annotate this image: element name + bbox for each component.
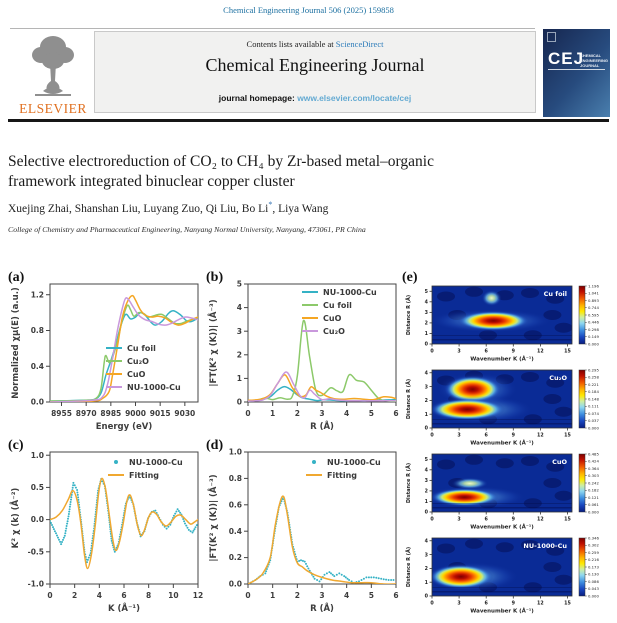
svg-text:4: 4 bbox=[424, 539, 428, 545]
svg-text:6: 6 bbox=[393, 591, 399, 600]
svg-text:6: 6 bbox=[484, 349, 488, 355]
affiliation: College of Chemistry and Pharmaceutical Engineering, Nanyang Normal University, Nanyang, 473061, PR China bbox=[8, 225, 366, 234]
svg-text:9000: 9000 bbox=[125, 409, 146, 418]
xanes-chart bbox=[8, 272, 206, 438]
svg-text:NU-1000-Cu: NU-1000-Cu bbox=[523, 542, 567, 550]
svg-text:6: 6 bbox=[484, 517, 488, 523]
svg-text:0.149: 0.149 bbox=[588, 334, 599, 340]
svg-text:Wavenumber K (Å⁻¹): Wavenumber K (Å⁻¹) bbox=[470, 524, 534, 531]
panel-b-exafs-ft bbox=[206, 272, 404, 438]
svg-text:-1.0: -1.0 bbox=[27, 579, 44, 589]
svg-text:0.061: 0.061 bbox=[588, 502, 599, 508]
title-line2: framework integrated binuclear copper cluster bbox=[8, 172, 295, 190]
svg-text:1.196: 1.196 bbox=[588, 284, 599, 289]
svg-text:12: 12 bbox=[537, 433, 544, 439]
svg-text:1.2: 1.2 bbox=[30, 290, 44, 300]
svg-text:0.0: 0.0 bbox=[30, 397, 44, 407]
wavelet-map-cuo bbox=[402, 452, 617, 532]
cover-cej-logo: CEJ bbox=[548, 49, 585, 68]
rspace-fit-chart bbox=[206, 440, 404, 620]
masthead-box bbox=[94, 31, 536, 113]
svg-text:0.295: 0.295 bbox=[588, 368, 599, 373]
svg-text:Normalized χμ(E) (a.u.): Normalized χμ(E) (a.u.) bbox=[11, 287, 21, 399]
svg-text:3: 3 bbox=[424, 479, 428, 485]
exafs-ft-chart bbox=[206, 272, 404, 438]
panel-e-label: (e) bbox=[402, 270, 418, 285]
svg-text:R (Å): R (Å) bbox=[310, 604, 334, 614]
svg-text:0.182: 0.182 bbox=[588, 487, 599, 493]
svg-text:0.303: 0.303 bbox=[588, 473, 599, 479]
kspace-fit-chart bbox=[8, 440, 206, 620]
panel-e-wavelet-maps bbox=[402, 272, 617, 622]
masthead-divider bbox=[8, 119, 609, 122]
svg-text:R (Å): R (Å) bbox=[310, 422, 334, 432]
svg-text:0.2: 0.2 bbox=[228, 553, 242, 563]
svg-text:0.121: 0.121 bbox=[588, 494, 599, 500]
svg-text:1.0: 1.0 bbox=[30, 450, 44, 460]
svg-text:1: 1 bbox=[236, 374, 242, 383]
svg-text:4: 4 bbox=[236, 303, 242, 313]
svg-text:15: 15 bbox=[564, 349, 571, 355]
panel-c-kspace-fit bbox=[8, 440, 206, 620]
svg-text:0: 0 bbox=[430, 517, 434, 523]
svg-text:0.259: 0.259 bbox=[588, 549, 599, 555]
svg-text:6: 6 bbox=[393, 409, 399, 418]
svg-text:15: 15 bbox=[564, 517, 571, 523]
svg-text:0.086: 0.086 bbox=[588, 578, 599, 584]
svg-text:0.000: 0.000 bbox=[588, 509, 599, 515]
svg-text:0: 0 bbox=[424, 342, 428, 348]
svg-text:4: 4 bbox=[424, 468, 428, 474]
svg-text:0.043: 0.043 bbox=[588, 586, 599, 592]
svg-text:CuO: CuO bbox=[127, 369, 146, 379]
svg-text:Distance R (Å): Distance R (Å) bbox=[406, 378, 412, 420]
svg-text:0.4: 0.4 bbox=[228, 526, 242, 536]
wavelet-map-cu2o bbox=[402, 368, 617, 448]
svg-text:0.242: 0.242 bbox=[588, 480, 599, 486]
svg-text:4: 4 bbox=[96, 591, 102, 600]
svg-text:0: 0 bbox=[236, 397, 242, 407]
svg-text:Wavenumber K (Å⁻¹): Wavenumber K (Å⁻¹) bbox=[470, 356, 534, 363]
svg-text:0.485: 0.485 bbox=[588, 452, 599, 457]
svg-text:12: 12 bbox=[537, 517, 544, 523]
svg-text:0.216: 0.216 bbox=[588, 557, 599, 563]
svg-text:0.595: 0.595 bbox=[588, 312, 599, 318]
svg-text:12: 12 bbox=[537, 601, 544, 607]
svg-text:Wavenumber K (Å⁻¹): Wavenumber K (Å⁻¹) bbox=[470, 608, 534, 615]
svg-text:0.8: 0.8 bbox=[228, 474, 242, 483]
svg-text:2: 2 bbox=[72, 591, 78, 600]
svg-text:0.000: 0.000 bbox=[588, 425, 599, 431]
svg-text:0.130: 0.130 bbox=[588, 571, 599, 577]
svg-text:0.184: 0.184 bbox=[588, 389, 599, 395]
svg-text:2: 2 bbox=[294, 591, 300, 600]
panel-c-label: (c) bbox=[8, 438, 24, 453]
homepage-label: journal homepage: bbox=[218, 93, 295, 103]
svg-text:Cu₂O: Cu₂O bbox=[323, 326, 345, 336]
svg-text:0.037: 0.037 bbox=[588, 418, 599, 424]
svg-text:9: 9 bbox=[511, 349, 515, 355]
svg-text:8: 8 bbox=[146, 591, 152, 600]
svg-text:NU-1000-Cu: NU-1000-Cu bbox=[127, 382, 181, 392]
svg-text:1.0: 1.0 bbox=[228, 447, 242, 457]
svg-text:0.8: 0.8 bbox=[30, 326, 44, 336]
svg-text:0.000: 0.000 bbox=[588, 341, 599, 347]
svg-text:4: 4 bbox=[344, 409, 350, 418]
svg-text:6: 6 bbox=[484, 433, 488, 439]
svg-text:9: 9 bbox=[511, 517, 515, 523]
cover-elsevier-mark-icon bbox=[547, 32, 556, 42]
homepage-line bbox=[95, 93, 535, 103]
svg-text:0.258: 0.258 bbox=[588, 374, 599, 380]
svg-text:2: 2 bbox=[424, 567, 428, 573]
svg-text:3: 3 bbox=[319, 591, 325, 600]
svg-text:1.041: 1.041 bbox=[588, 290, 599, 296]
svg-text:9: 9 bbox=[511, 433, 515, 439]
svg-text:8955: 8955 bbox=[51, 409, 72, 418]
elsevier-logo bbox=[12, 33, 94, 117]
svg-text:2: 2 bbox=[236, 350, 242, 360]
svg-text:0: 0 bbox=[424, 426, 428, 432]
svg-text:Cu foil: Cu foil bbox=[323, 300, 352, 310]
svg-text:4: 4 bbox=[424, 300, 428, 306]
elsevier-wordmark: ELSEVIER bbox=[19, 101, 87, 116]
svg-text:-0.5: -0.5 bbox=[27, 547, 44, 557]
svg-text:9030: 9030 bbox=[174, 409, 196, 418]
svg-text:|FT(K² χ (K))| (Å⁻³): |FT(K² χ (K))| (Å⁻³) bbox=[209, 299, 219, 387]
svg-text:3: 3 bbox=[424, 385, 428, 391]
svg-text:0.221: 0.221 bbox=[588, 381, 599, 387]
svg-text:Distance R (Å): Distance R (Å) bbox=[406, 294, 412, 336]
journal-cover bbox=[543, 29, 610, 117]
svg-text:3: 3 bbox=[424, 553, 428, 559]
authors-main: Xuejing Zhai, Shanshan Liu, Luyang Zuo, Qi Liu, Bo Li bbox=[8, 202, 269, 215]
svg-text:1: 1 bbox=[270, 591, 276, 600]
wavelet-map-cu-foil bbox=[402, 284, 617, 364]
svg-text:0.000: 0.000 bbox=[588, 593, 599, 599]
svg-text:9015: 9015 bbox=[149, 409, 171, 418]
svg-text:8970: 8970 bbox=[75, 409, 97, 418]
svg-text:6: 6 bbox=[484, 601, 488, 607]
authors-tail: , Liya Wang bbox=[272, 202, 329, 215]
svg-text:0.424: 0.424 bbox=[588, 458, 599, 464]
svg-text:0: 0 bbox=[430, 601, 434, 607]
svg-text:0: 0 bbox=[430, 433, 434, 439]
svg-text:0.111: 0.111 bbox=[588, 403, 599, 409]
svg-text:5: 5 bbox=[424, 289, 428, 295]
svg-text:Cu₂O: Cu₂O bbox=[127, 356, 149, 366]
panel-d-rspace-fit bbox=[206, 440, 404, 620]
svg-text:NU-1000-Cu: NU-1000-Cu bbox=[323, 287, 377, 297]
svg-text:10: 10 bbox=[168, 591, 179, 600]
svg-text:0.446: 0.446 bbox=[588, 319, 599, 325]
svg-text:0.0: 0.0 bbox=[30, 515, 44, 525]
svg-text:12: 12 bbox=[192, 591, 204, 600]
svg-text:4: 4 bbox=[344, 591, 350, 600]
author-list bbox=[8, 200, 328, 215]
svg-text:0.744: 0.744 bbox=[588, 305, 599, 311]
journal-homepage-link[interactable]: www.elsevier.com/locate/cej bbox=[297, 93, 412, 103]
article-title bbox=[8, 152, 583, 191]
svg-text:3: 3 bbox=[319, 409, 325, 418]
svg-text:6: 6 bbox=[121, 591, 127, 600]
svg-text:0.074: 0.074 bbox=[588, 410, 599, 416]
svg-text:Cu₂O: Cu₂O bbox=[549, 374, 567, 382]
svg-text:9: 9 bbox=[511, 601, 515, 607]
svg-text:0.302: 0.302 bbox=[588, 542, 599, 548]
svg-text:K² χ (k) (Å⁻²): K² χ (k) (Å⁻²) bbox=[11, 487, 21, 549]
svg-text:0.346: 0.346 bbox=[588, 536, 599, 541]
svg-text:0: 0 bbox=[245, 591, 251, 600]
svg-text:3: 3 bbox=[424, 311, 428, 317]
svg-text:1: 1 bbox=[424, 580, 428, 586]
panel-b-label: (b) bbox=[206, 270, 224, 285]
panel-a-xanes bbox=[8, 272, 206, 438]
corresponding-author-mark[interactable]: * bbox=[268, 200, 273, 209]
svg-text:3: 3 bbox=[457, 517, 461, 523]
cover-journal-name: CHEMICAL ENGINEERING JOURNAL bbox=[580, 53, 609, 68]
sciencedirect-link[interactable]: ScienceDirect bbox=[335, 39, 384, 49]
svg-text:5: 5 bbox=[368, 591, 374, 600]
svg-text:3: 3 bbox=[457, 349, 461, 355]
journal-citation: Chemical Engineering Journal 506 (2025) 159858 bbox=[223, 5, 394, 15]
svg-text:Fitting: Fitting bbox=[129, 470, 160, 480]
svg-text:15: 15 bbox=[564, 601, 571, 607]
svg-text:2: 2 bbox=[424, 489, 428, 495]
svg-text:0.893: 0.893 bbox=[588, 297, 599, 303]
panel-a-label: (a) bbox=[8, 270, 25, 285]
svg-text:0.6: 0.6 bbox=[228, 500, 242, 510]
svg-text:Fitting: Fitting bbox=[327, 470, 358, 480]
svg-text:4: 4 bbox=[424, 371, 428, 377]
svg-text:CuO: CuO bbox=[323, 313, 342, 323]
svg-text:0: 0 bbox=[430, 349, 434, 355]
svg-text:5: 5 bbox=[368, 409, 374, 418]
svg-text:Cu foil: Cu foil bbox=[543, 290, 567, 298]
contents-prefix: Contents lists available at bbox=[246, 39, 334, 49]
panel-d-label: (d) bbox=[206, 438, 224, 453]
svg-text:1: 1 bbox=[424, 500, 428, 506]
svg-text:0.148: 0.148 bbox=[588, 396, 599, 402]
svg-text:0.364: 0.364 bbox=[588, 465, 599, 471]
wavelet-map-nu-1000-cu bbox=[402, 536, 617, 616]
svg-text:0.173: 0.173 bbox=[588, 564, 599, 570]
svg-text:8985: 8985 bbox=[100, 409, 122, 418]
svg-text:Cu foil: Cu foil bbox=[127, 343, 156, 353]
svg-text:Energy (eV): Energy (eV) bbox=[95, 422, 153, 432]
svg-text:0: 0 bbox=[424, 594, 428, 600]
svg-text:0.5: 0.5 bbox=[30, 483, 44, 493]
journal-name: Chemical Engineering Journal bbox=[205, 55, 425, 75]
svg-text:K (Å⁻¹): K (Å⁻¹) bbox=[107, 604, 141, 614]
svg-text:1: 1 bbox=[424, 412, 428, 418]
svg-text:1: 1 bbox=[424, 332, 428, 338]
cover-rule bbox=[548, 69, 605, 70]
svg-text:1: 1 bbox=[270, 409, 276, 418]
contents-line bbox=[95, 39, 535, 49]
svg-text:CuO: CuO bbox=[552, 458, 567, 466]
svg-text:0.4: 0.4 bbox=[30, 361, 44, 371]
svg-text:3: 3 bbox=[457, 601, 461, 607]
svg-text:Distance R (Å): Distance R (Å) bbox=[406, 546, 412, 588]
svg-text:0.298: 0.298 bbox=[588, 326, 599, 332]
svg-text:2: 2 bbox=[424, 321, 428, 327]
svg-text:NU-1000-Cu: NU-1000-Cu bbox=[327, 457, 381, 467]
svg-text:Distance R (Å): Distance R (Å) bbox=[406, 462, 412, 504]
svg-text:15: 15 bbox=[564, 433, 571, 439]
svg-text:NU-1000-Cu: NU-1000-Cu bbox=[129, 457, 183, 467]
svg-text:2: 2 bbox=[424, 399, 428, 405]
svg-text:3: 3 bbox=[236, 326, 242, 336]
svg-text:2: 2 bbox=[294, 409, 300, 418]
svg-text:Wavenumber K (Å⁻¹): Wavenumber K (Å⁻¹) bbox=[470, 440, 534, 447]
svg-text:0: 0 bbox=[424, 510, 428, 516]
svg-text:0: 0 bbox=[47, 591, 53, 600]
elsevier-tree-icon bbox=[23, 33, 83, 99]
svg-text:5: 5 bbox=[424, 457, 428, 463]
title-line1: Selective electroreduction of CO₂ to CH₄ by Zr-based metal–organic bbox=[8, 153, 434, 170]
svg-text:0.0: 0.0 bbox=[228, 579, 242, 589]
svg-text:0: 0 bbox=[245, 409, 251, 418]
svg-text:3: 3 bbox=[457, 433, 461, 439]
svg-text:|FT(K² χ (K))| (Å⁻³): |FT(K² χ (K))| (Å⁻³) bbox=[209, 474, 219, 562]
svg-text:12: 12 bbox=[537, 349, 544, 355]
header-hairline bbox=[10, 28, 535, 29]
svg-text:5: 5 bbox=[236, 279, 242, 289]
